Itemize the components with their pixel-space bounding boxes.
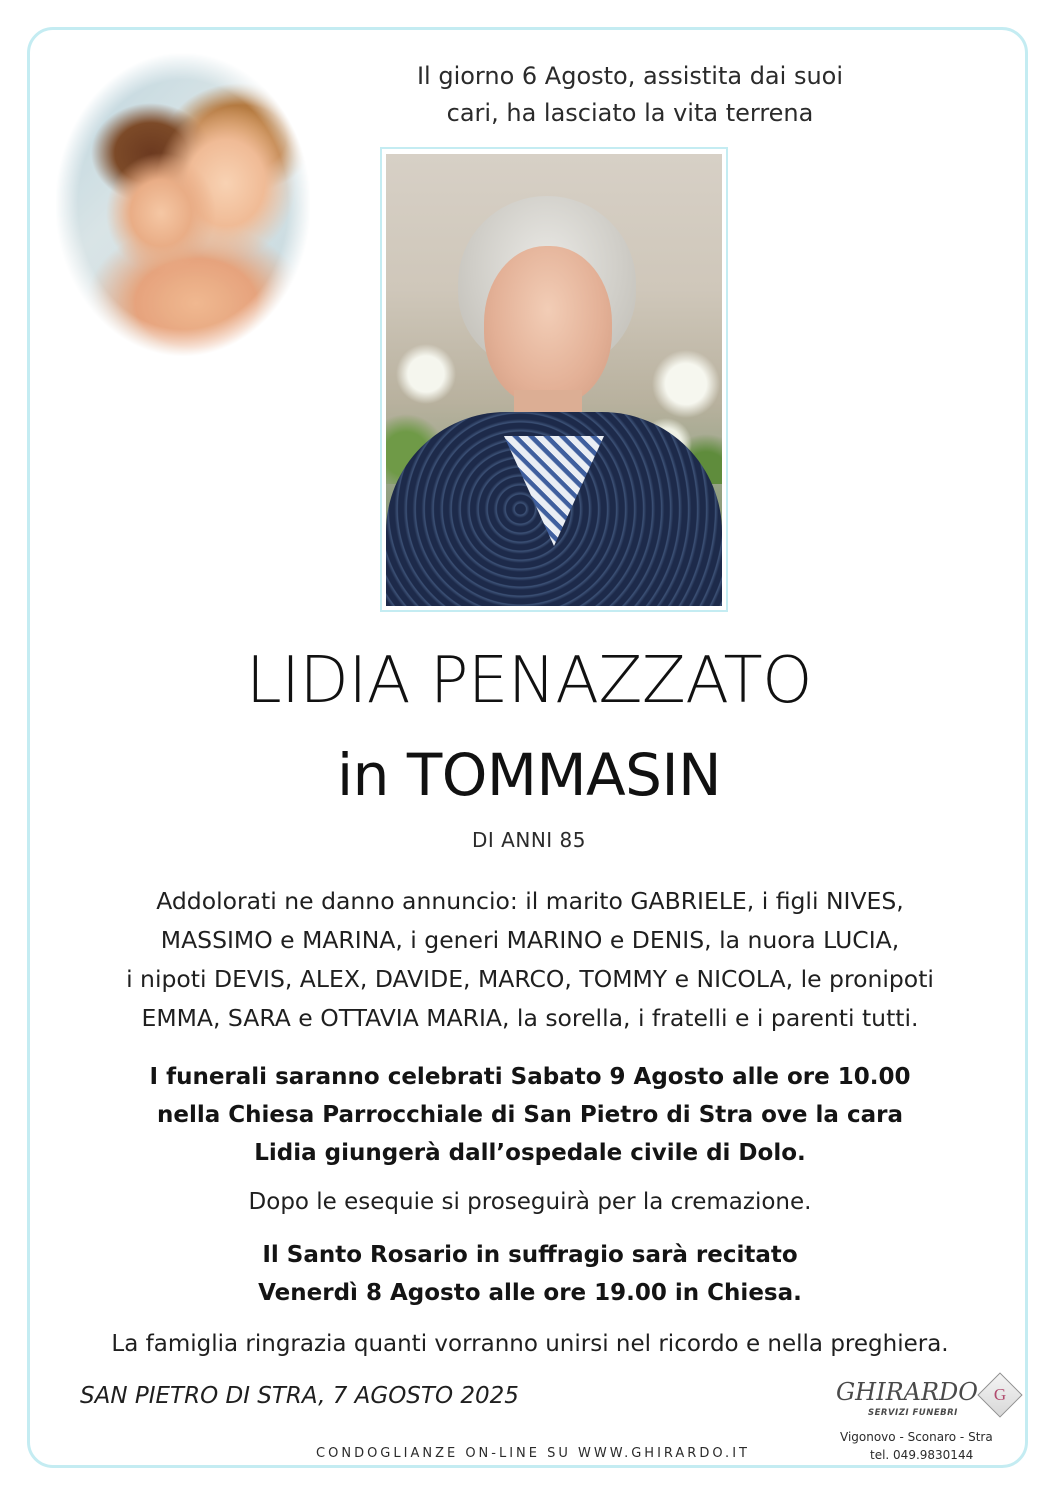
place-date: SAN PIETRO DI STRA, 7 AGOSTO 2025 xyxy=(80,1383,519,1409)
rosary-line-1: Il Santo Rosario in suffragio sarà recitato xyxy=(262,1242,798,1268)
age-label: DI ANNI 85 xyxy=(472,828,586,852)
deceased-name: LIDIA PENAZZATO xyxy=(246,644,812,718)
married-name: in TOMMASIN xyxy=(337,741,721,809)
thanks-note: La famiglia ringrazia quanti vorranno unirsi nel ricordo e nella preghiera. xyxy=(111,1331,949,1357)
funeral-details xyxy=(60,1058,1000,1172)
intro-text xyxy=(330,58,930,132)
funeral-home-phone: tel. 049.9830144 xyxy=(870,1448,974,1462)
announcement-line-2: MASSIMO e MARINA, i generi MARINO e DENIS, la nuora LUCIA, xyxy=(160,926,900,954)
cremation-note: Dopo le esequie si proseguirà per la cremazione. xyxy=(248,1189,812,1215)
funeral-home-subtitle: SERVIZI FUNEBRI xyxy=(868,1408,958,1418)
intro-line-1: Il giorno 6 Agosto, assistita dai suoi xyxy=(416,62,844,90)
intro-line-2: cari, ha lasciato la vita terrena xyxy=(446,99,814,127)
condolences-link[interactable]: CONDOGLIANZE ON-LINE SU WWW.GHIRARDO.IT xyxy=(316,1446,750,1461)
angels-image xyxy=(56,53,310,356)
announcement-line-4: EMMA, SARA e OTTAVIA MARIA, la sorella, i fratelli e i parenti tutti. xyxy=(141,1004,919,1032)
rosary-details xyxy=(60,1236,1000,1312)
announcement-line-1: Addolorati ne danno annuncio: il marito GABRIELE, i figli NIVES, xyxy=(156,887,904,915)
funeral-home-address: Vigonovo - Sconaro - Stra xyxy=(840,1430,993,1444)
announcement-line-3: i nipoti DEVIS, ALEX, DAVIDE, MARCO, TOMMY e NICOLA, le pronipoti xyxy=(126,965,934,993)
funeral-line-2: nella Chiesa Parrocchiale di San Pietro di Stra ove la cara xyxy=(157,1102,903,1128)
logo-letter: G xyxy=(993,1385,1007,1404)
funeral-line-3: Lidia giungerà dall’ospedale civile di Dolo. xyxy=(254,1140,806,1166)
funeral-line-1: I funerali saranno celebrati Sabato 9 Agosto alle ore 10.00 xyxy=(149,1064,911,1090)
portrait-photo xyxy=(386,154,722,606)
funeral-home-name: GHIRARDO xyxy=(836,1378,978,1406)
rosary-line-2: Venerdì 8 Agosto alle ore 19.00 in Chiesa. xyxy=(258,1280,802,1306)
announcement xyxy=(60,882,1000,1038)
